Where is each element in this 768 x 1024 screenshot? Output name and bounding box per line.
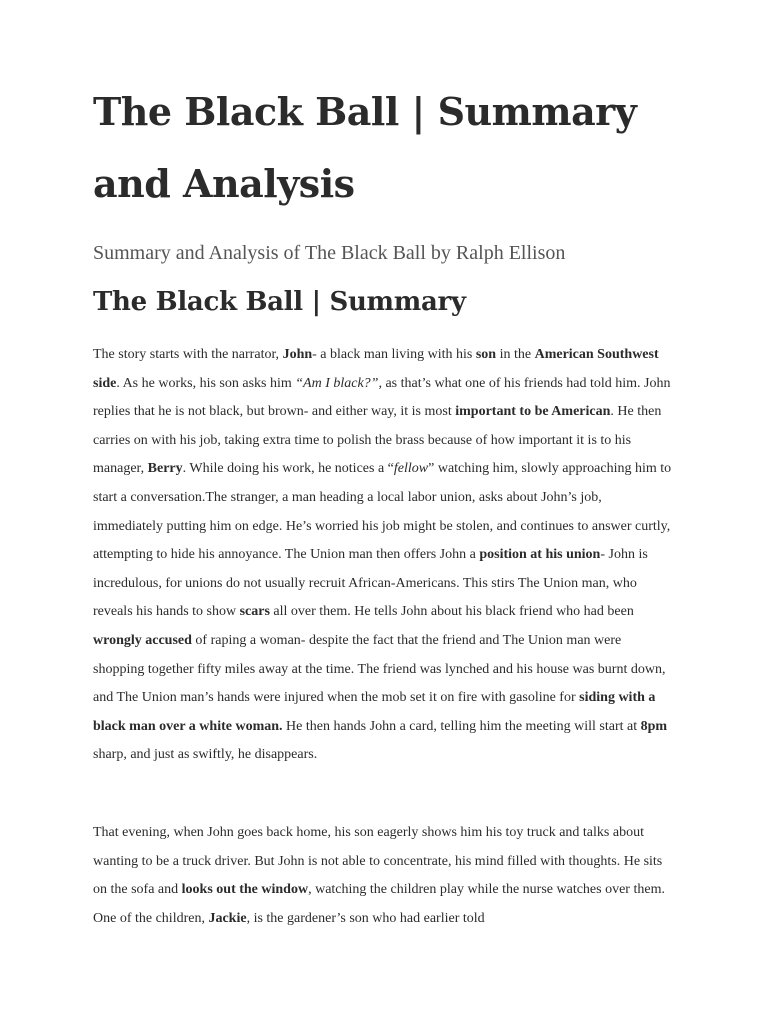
text-run: all over them. He tells John about his black friend who had been (269, 604, 634, 620)
bold-text: looks out the window (181, 882, 309, 898)
text-run: in the (496, 347, 535, 362)
text-run: . He then carries on with his job, taking extra time to polish the brass because of how important it is to his manager, (93, 404, 662, 477)
bold-text: wrongly accused (93, 632, 192, 648)
summary-paragraph-2 (93, 819, 675, 933)
text-run: ” watching him, slowly approaching him to start a conversation.The stranger, a man heading a local labor union, asks about John’s job, immediately putting him on edge. He’s worried his job might be stolen, and continues to answer curtly, attempting to hide his annoyance. The Union man then offers John a (93, 461, 672, 563)
bold-text: Jackie (208, 910, 247, 926)
text-run: . As he works, his son asks him (116, 375, 296, 391)
text-run: The story starts with the narrator, (93, 347, 283, 362)
italic-text: fellow (393, 461, 429, 477)
text-run: That evening, when John goes back home, his son eagerly shows him his toy truck and talks about wanting to be a truck driver. But John is not able to concentrate, his mind filled with thoughts. He sits on the sofa and (93, 825, 663, 898)
text-run: , watching the children play while the nurse watches over them. One of the children, (93, 882, 665, 926)
text-run: sharp, and just as swiftly, he disappears. (93, 747, 318, 763)
text-run: - a black man living with his (312, 347, 476, 362)
italic-text: “Am I black?”, (295, 375, 382, 391)
text-run: as that’s what one of his friends had told him. John replies that he is not black, but brown- and either way, it is most (93, 375, 671, 420)
text-run: , is the gardener’s son who had earlier told (246, 910, 485, 926)
text-run: - John is incredulous, for unions do not usually recruit African-Americans. This stirs The Union man, who reveals his hands to show (93, 547, 648, 620)
bold-text: important to be American (455, 404, 611, 420)
bold-text: position at his union (479, 547, 601, 563)
bold-text: 8pm (640, 718, 668, 734)
section-heading-summary: The Black Ball | Summary (93, 287, 466, 317)
bold-text: American Southwest side (93, 347, 659, 391)
bold-text: Berry (147, 461, 183, 477)
article-title: The Black Ball | Summary and Analysis (93, 89, 637, 206)
bold-text: siding with a black man over a white woman. (93, 690, 656, 734)
bold-text: John (282, 347, 313, 362)
bold-text: son (475, 347, 497, 362)
summary-paragraph-1 (93, 341, 675, 770)
article-subtitle: Summary and Analysis of The Black Ball by Ralph Ellison (93, 242, 566, 264)
text-run: of raping a woman- despite the fact that the friend and The Union man were shopping together fifty miles away at the time. The friend was lynched and his house was burnt down, and The Union man’s hands were injured when the mob set it on fire with gasoline for (93, 632, 666, 706)
text-run: He then hands John a card, telling him the meeting will start at (282, 718, 641, 734)
bold-text: scars (239, 604, 270, 620)
text-run: . While doing his work, he notices a “ (182, 461, 394, 477)
